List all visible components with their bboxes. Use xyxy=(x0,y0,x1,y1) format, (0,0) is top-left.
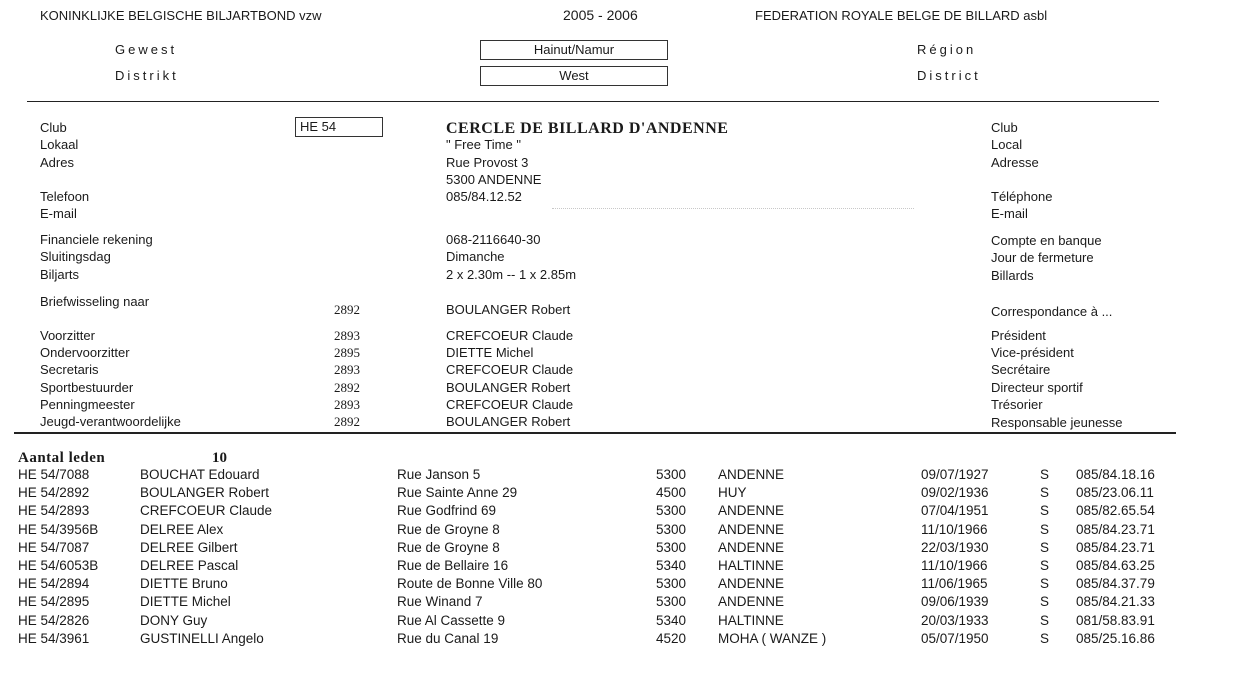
officer-name: BOULANGER Robert xyxy=(446,380,571,395)
member-city: MOHA ( WANZE ) xyxy=(718,631,827,646)
member-street: Rue Sainte Anne 29 xyxy=(397,485,518,500)
member-id: HE 54/7087 xyxy=(18,540,90,555)
officer-label-fr: Vice-président xyxy=(991,345,1074,360)
member-name: CREFCOEUR Claude xyxy=(140,503,273,518)
divider-members xyxy=(14,432,1176,434)
label-compte: Compte en banque xyxy=(991,233,1102,248)
officer-name: CREFCOEUR Claude xyxy=(446,362,574,377)
distrikt-value: West xyxy=(480,66,668,86)
member-phone: 085/84.21.33 xyxy=(1076,594,1155,609)
member-city: HALTINNE xyxy=(718,558,784,573)
member-name: DELREE Gilbert xyxy=(140,540,238,555)
officer-name: CREFCOEUR Claude xyxy=(446,397,574,412)
member-id: HE 54/3961 xyxy=(18,631,90,646)
officer-num: 2893 xyxy=(334,397,360,412)
member-zip: 5300 xyxy=(656,522,687,537)
member-street: Rue du Canal 19 xyxy=(397,631,499,646)
club-local: " Free Time " xyxy=(446,137,521,152)
officer-label-nl: Secretaris xyxy=(40,362,99,377)
label-telefoon: Telefoon xyxy=(40,189,90,204)
label-email-fr: E-mail xyxy=(991,206,1028,221)
member-street: Route de Bonne Ville 80 xyxy=(397,576,543,591)
member-name: GUSTINELLI Angelo xyxy=(140,631,264,646)
member-birthdate: 20/03/1933 xyxy=(921,613,989,628)
member-zip: 5340 xyxy=(656,613,687,628)
label-adres: Adres xyxy=(40,155,74,170)
member-zip: 5300 xyxy=(656,540,687,555)
label-email-nl: E-mail xyxy=(40,206,77,221)
club-street: Rue Provost 3 xyxy=(446,155,529,170)
member-phone: 081/58.83.91 xyxy=(1076,613,1155,628)
officer-label-nl: Voorzitter xyxy=(40,328,95,343)
member-birthdate: 09/02/1936 xyxy=(921,485,989,500)
member-phone: 085/82.65.54 xyxy=(1076,503,1155,518)
member-category: S xyxy=(1040,540,1050,555)
correspondence-name: BOULANGER Robert xyxy=(446,302,571,317)
club-code: HE 54 xyxy=(295,117,383,137)
member-name: BOUCHAT Edouard xyxy=(140,467,260,482)
officer-label-fr: Trésorier xyxy=(991,397,1043,412)
divider-top xyxy=(27,101,1159,102)
season: 2005 - 2006 xyxy=(563,7,638,23)
member-phone: 085/84.37.79 xyxy=(1076,576,1155,591)
club-tables: 2 x 2.30m -- 1 x 2.85m xyxy=(446,267,577,282)
label-lokaal: Lokaal xyxy=(40,137,79,152)
member-id: HE 54/2892 xyxy=(18,485,90,500)
member-id: HE 54/2826 xyxy=(18,613,90,628)
club-bank: 068-2116640-30 xyxy=(446,232,541,247)
club-city: 5300 ANDENNE xyxy=(446,172,542,187)
label-adresse: Adresse xyxy=(991,155,1039,170)
member-birthdate: 05/07/1950 xyxy=(921,631,989,646)
member-birthdate: 11/06/1965 xyxy=(921,576,988,591)
member-city: ANDENNE xyxy=(718,594,785,609)
member-birthdate: 09/07/1927 xyxy=(921,467,989,482)
federation-name-nl: KONINKLIJKE BELGISCHE BILJARTBOND vzw xyxy=(40,8,322,23)
member-category: S xyxy=(1040,503,1050,518)
label-financiele: Financiele rekening xyxy=(40,232,153,247)
member-name: DONY Guy xyxy=(140,613,208,628)
member-city: ANDENNE xyxy=(718,576,785,591)
officer-name: CREFCOEUR Claude xyxy=(446,328,574,343)
member-city: HALTINNE xyxy=(718,613,784,628)
member-birthdate: 11/10/1966 xyxy=(921,522,988,537)
label-biljarts: Biljarts xyxy=(40,267,80,282)
member-category: S xyxy=(1040,558,1050,573)
member-birthdate: 11/10/1966 xyxy=(921,558,988,573)
member-phone: 085/84.23.71 xyxy=(1076,522,1155,537)
officer-label-fr: Secrétaire xyxy=(991,362,1051,377)
member-zip: 5340 xyxy=(656,558,687,573)
officer-label-nl: Ondervoorzitter xyxy=(40,345,130,360)
member-id: HE 54/2893 xyxy=(18,503,90,518)
district-label: District xyxy=(917,68,981,83)
officer-label-fr: Responsable jeunesse xyxy=(991,415,1123,430)
member-count-label: Aantal leden xyxy=(18,450,106,466)
label-billards: Billards xyxy=(991,268,1034,283)
member-category: S xyxy=(1040,522,1050,537)
member-street: Rue Al Cassette 9 xyxy=(397,613,506,628)
label-club-fr: Club xyxy=(991,120,1018,135)
member-name: BOULANGER Robert xyxy=(140,485,270,500)
officer-num: 2893 xyxy=(334,362,360,377)
label-telephone: Téléphone xyxy=(991,189,1053,204)
member-category: S xyxy=(1040,485,1050,500)
officer-label-fr: Directeur sportif xyxy=(991,380,1083,395)
member-city: ANDENNE xyxy=(718,522,785,537)
member-category: S xyxy=(1040,467,1050,482)
member-category: S xyxy=(1040,594,1050,609)
member-zip: 5300 xyxy=(656,576,687,591)
officer-name: DIETTE Michel xyxy=(446,345,534,360)
correspondence-num: 2892 xyxy=(334,302,360,317)
officer-num: 2895 xyxy=(334,345,360,360)
member-id: HE 54/6053B xyxy=(18,558,99,573)
member-category: S xyxy=(1040,613,1050,628)
member-street: Rue Winand 7 xyxy=(397,594,483,609)
member-city: ANDENNE xyxy=(718,503,785,518)
label-briefwisseling: Briefwisseling naar xyxy=(40,294,150,309)
member-street: Rue Janson 5 xyxy=(397,467,481,482)
club-closing-day: Dimanche xyxy=(446,249,505,264)
label-correspondance: Correspondance à ... xyxy=(991,304,1113,319)
member-zip: 4520 xyxy=(656,631,687,646)
member-birthdate: 22/03/1930 xyxy=(921,540,989,555)
member-id: HE 54/3956B xyxy=(18,522,99,537)
label-jour: Jour de fermeture xyxy=(991,250,1094,265)
club-name: CERCLE DE BILLARD D'ANDENNE xyxy=(446,120,729,137)
officer-label-nl: Jeugd-verantwoordelijke xyxy=(40,414,181,429)
member-count: 10 xyxy=(212,450,227,466)
member-city: ANDENNE xyxy=(718,467,785,482)
member-phone: 085/84.23.71 xyxy=(1076,540,1155,555)
gewest-value: Hainut/Namur xyxy=(480,40,668,60)
officer-label-fr: Président xyxy=(991,328,1046,343)
member-name: DELREE Pascal xyxy=(140,558,239,573)
member-phone: 085/23.06.11 xyxy=(1076,485,1154,500)
member-name: DELREE Alex xyxy=(140,522,224,537)
member-city: ANDENNE xyxy=(718,540,785,555)
member-phone: 085/84.63.25 xyxy=(1076,558,1155,573)
email-field-line xyxy=(552,208,914,209)
label-sluitingsdag: Sluitingsdag xyxy=(40,249,111,264)
member-name: DIETTE Bruno xyxy=(140,576,228,591)
gewest-label: Gewest xyxy=(115,42,178,57)
officer-label-nl: Sportbestuurder xyxy=(40,380,134,395)
member-zip: 5300 xyxy=(656,594,687,609)
member-id: HE 54/2895 xyxy=(18,594,90,609)
member-street: Rue Godfrind 69 xyxy=(397,503,497,518)
officer-label-nl: Penningmeester xyxy=(40,397,135,412)
member-phone: 085/84.18.16 xyxy=(1076,467,1155,482)
label-local: Local xyxy=(991,137,1023,152)
member-city: HUY xyxy=(718,485,747,500)
officer-num: 2893 xyxy=(334,328,360,343)
member-street: Rue de Groyne 8 xyxy=(397,540,500,555)
member-id: HE 54/2894 xyxy=(18,576,90,591)
officer-name: BOULANGER Robert xyxy=(446,414,571,429)
club-phone: 085/84.12.52 xyxy=(446,189,522,204)
label-club-nl: Club xyxy=(40,120,67,135)
region-label: Région xyxy=(917,42,977,57)
member-birthdate: 07/04/1951 xyxy=(921,503,989,518)
member-street: Rue de Bellaire 16 xyxy=(397,558,509,573)
member-zip: 5300 xyxy=(656,503,687,518)
member-street: Rue de Groyne 8 xyxy=(397,522,500,537)
distrikt-label: Distrikt xyxy=(115,68,179,83)
member-zip: 5300 xyxy=(656,467,687,482)
member-zip: 4500 xyxy=(656,485,687,500)
officer-num: 2892 xyxy=(334,414,360,429)
member-birthdate: 09/06/1939 xyxy=(921,594,989,609)
officer-num: 2892 xyxy=(334,380,360,395)
member-phone: 085/25.16.86 xyxy=(1076,631,1155,646)
member-category: S xyxy=(1040,576,1050,591)
member-id: HE 54/7088 xyxy=(18,467,90,482)
member-name: DIETTE Michel xyxy=(140,594,231,609)
federation-name-fr: FEDERATION ROYALE BELGE DE BILLARD asbl xyxy=(755,8,1048,23)
member-category: S xyxy=(1040,631,1050,646)
